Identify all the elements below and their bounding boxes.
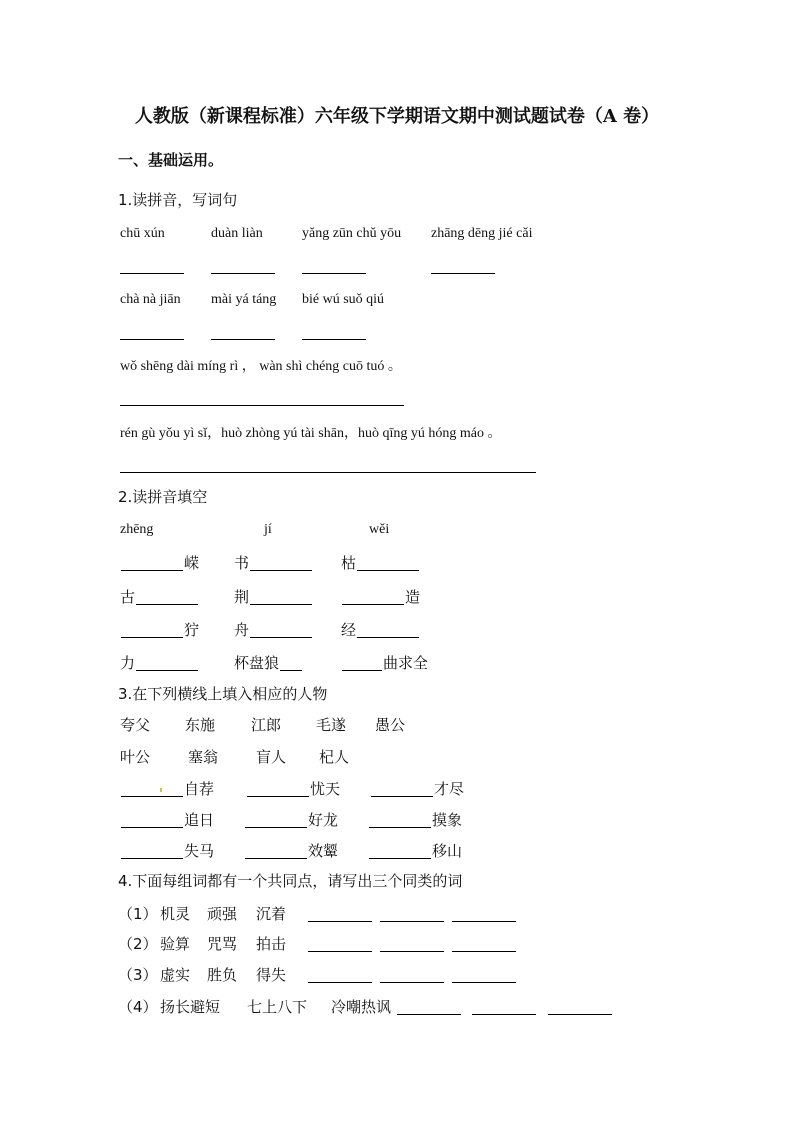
fill-item: 杯盘狼 [234, 655, 303, 671]
fill-item: 好龙 [244, 812, 338, 828]
answer-blank[interactable] [357, 622, 419, 638]
fill-item: 嵘 [120, 555, 199, 571]
answer-blank[interactable] [136, 655, 198, 671]
name-option: 东施 [185, 716, 216, 734]
question-1-heading: 1.读拼音，写词句 [118, 191, 238, 209]
answer-blank[interactable] [245, 812, 307, 828]
answer-blank[interactable] [250, 622, 312, 638]
word: 验算 [160, 935, 191, 953]
answer-blank[interactable] [308, 982, 372, 983]
answer-blank[interactable] [245, 843, 307, 859]
word: 虚实 [160, 966, 191, 984]
fill-item: 移山 [368, 843, 462, 859]
answer-blank[interactable] [120, 273, 184, 274]
word: 顽强 [207, 905, 238, 923]
question-4-heading: 4.下面每组词都有一个共同点，请写出三个同类的词 [118, 872, 463, 890]
fill-item: 书 [234, 555, 313, 571]
name-option: 塞翁 [188, 748, 219, 766]
answer-blank[interactable] [380, 951, 444, 952]
answer-blank[interactable] [308, 951, 372, 952]
page-title: 人教版（新课程标准）六年级下学期语文期中测试题试卷（A 卷） [134, 106, 660, 127]
fill-item: 力 [120, 655, 199, 671]
question-2-heading: 2.读拼音填空 [118, 488, 208, 506]
answer-blank[interactable] [211, 339, 275, 340]
pinyin-item: chà nà jiān [120, 292, 181, 307]
answer-blank[interactable] [452, 951, 516, 952]
word: 胜负 [207, 966, 238, 984]
pinyin-item: wěi [369, 522, 390, 537]
fill-item: 摸象 [368, 812, 462, 828]
answer-blank[interactable] [342, 655, 382, 671]
answer-blank[interactable] [548, 1014, 612, 1015]
stray-mark [160, 788, 162, 792]
word-group-number: （4） [118, 998, 158, 1016]
word-group-number: （1） [118, 905, 158, 923]
pinyin-item: yǎng zūn chǔ yōu [302, 226, 402, 241]
answer-blank[interactable] [369, 843, 431, 859]
name-option: 盲人 [256, 748, 287, 766]
answer-blank[interactable] [250, 589, 312, 605]
pinyin-item: jí [264, 522, 272, 537]
pinyin-sentence: wǒ shēng dài míng rì ， wàn shì chéng cuō tuó 。 [120, 359, 402, 374]
section-heading: 一、基础运用。 [118, 151, 224, 169]
name-option: 毛遂 [316, 716, 347, 734]
answer-blank[interactable] [371, 781, 433, 797]
answer-blank[interactable] [121, 781, 183, 797]
fill-item: 才尽 [370, 781, 464, 797]
word: 咒骂 [207, 935, 238, 953]
answer-blank[interactable] [380, 982, 444, 983]
fill-item: 曲求全 [341, 655, 428, 671]
name-option: 叶公 [120, 748, 151, 766]
answer-blank[interactable] [211, 273, 275, 274]
word: 扬长避短 [160, 998, 221, 1016]
answer-blank[interactable] [472, 1014, 536, 1015]
word: 冷嘲热讽 [331, 998, 392, 1016]
answer-blank[interactable] [121, 555, 183, 571]
name-option: 杞人 [319, 748, 350, 766]
fill-item: 自荐 [120, 781, 214, 797]
name-option: 江郎 [251, 716, 282, 734]
answer-blank[interactable] [357, 555, 419, 571]
answer-blank[interactable] [302, 273, 366, 274]
name-option: 夸父 [120, 716, 151, 734]
pinyin-item: chū xún [120, 226, 165, 241]
answer-blank[interactable] [120, 405, 404, 406]
question-3-heading: 3.在下列横线上填入相应的人物 [118, 685, 328, 703]
answer-blank[interactable] [121, 843, 183, 859]
fill-item: 失马 [120, 843, 214, 859]
answer-blank[interactable] [308, 921, 372, 922]
fill-item: 古 [120, 589, 199, 605]
word: 拍击 [256, 935, 287, 953]
answer-blank[interactable] [452, 921, 516, 922]
answer-blank[interactable] [431, 273, 495, 274]
answer-blank[interactable] [380, 921, 444, 922]
answer-blank[interactable] [120, 339, 184, 340]
word: 沉着 [256, 905, 287, 923]
fill-item: 狞 [120, 622, 199, 638]
pinyin-sentence: rén gù yǒu yì sǐ，huò zhòng yú tài shān，huò qīng yú hóng máo 。 [120, 426, 502, 441]
pinyin-item: bié wú suǒ qiú [302, 292, 385, 307]
pinyin-item: zhāng dēng jié cǎi [431, 226, 533, 241]
pinyin-item: mài yá táng [211, 292, 277, 307]
name-option: 愚公 [375, 716, 406, 734]
answer-blank[interactable] [250, 555, 312, 571]
fill-item: 舟 [234, 622, 313, 638]
word-group-number: （2） [118, 935, 158, 953]
word: 机灵 [160, 905, 191, 923]
answer-blank[interactable] [247, 781, 309, 797]
answer-blank[interactable] [302, 339, 366, 340]
word: 七上八下 [247, 998, 308, 1016]
answer-blank[interactable] [280, 655, 302, 671]
answer-blank[interactable] [369, 812, 431, 828]
fill-item: 造 [341, 589, 420, 605]
word-group-number: （3） [118, 966, 158, 984]
answer-blank[interactable] [121, 622, 183, 638]
pinyin-item: duàn liàn [211, 226, 263, 241]
fill-item: 忧天 [246, 781, 340, 797]
fill-item: 追日 [120, 812, 214, 828]
pinyin-item: zhēng [120, 522, 154, 537]
answer-blank[interactable] [121, 812, 183, 828]
word: 得失 [256, 966, 287, 984]
answer-blank[interactable] [136, 589, 198, 605]
answer-blank[interactable] [452, 982, 516, 983]
answer-blank[interactable] [342, 589, 404, 605]
answer-blank[interactable] [397, 1014, 461, 1015]
fill-item: 经 [341, 622, 420, 638]
answer-blank[interactable] [120, 472, 536, 473]
fill-item: 荆 [234, 589, 313, 605]
fill-item: 效颦 [244, 843, 338, 859]
fill-item: 枯 [341, 555, 420, 571]
